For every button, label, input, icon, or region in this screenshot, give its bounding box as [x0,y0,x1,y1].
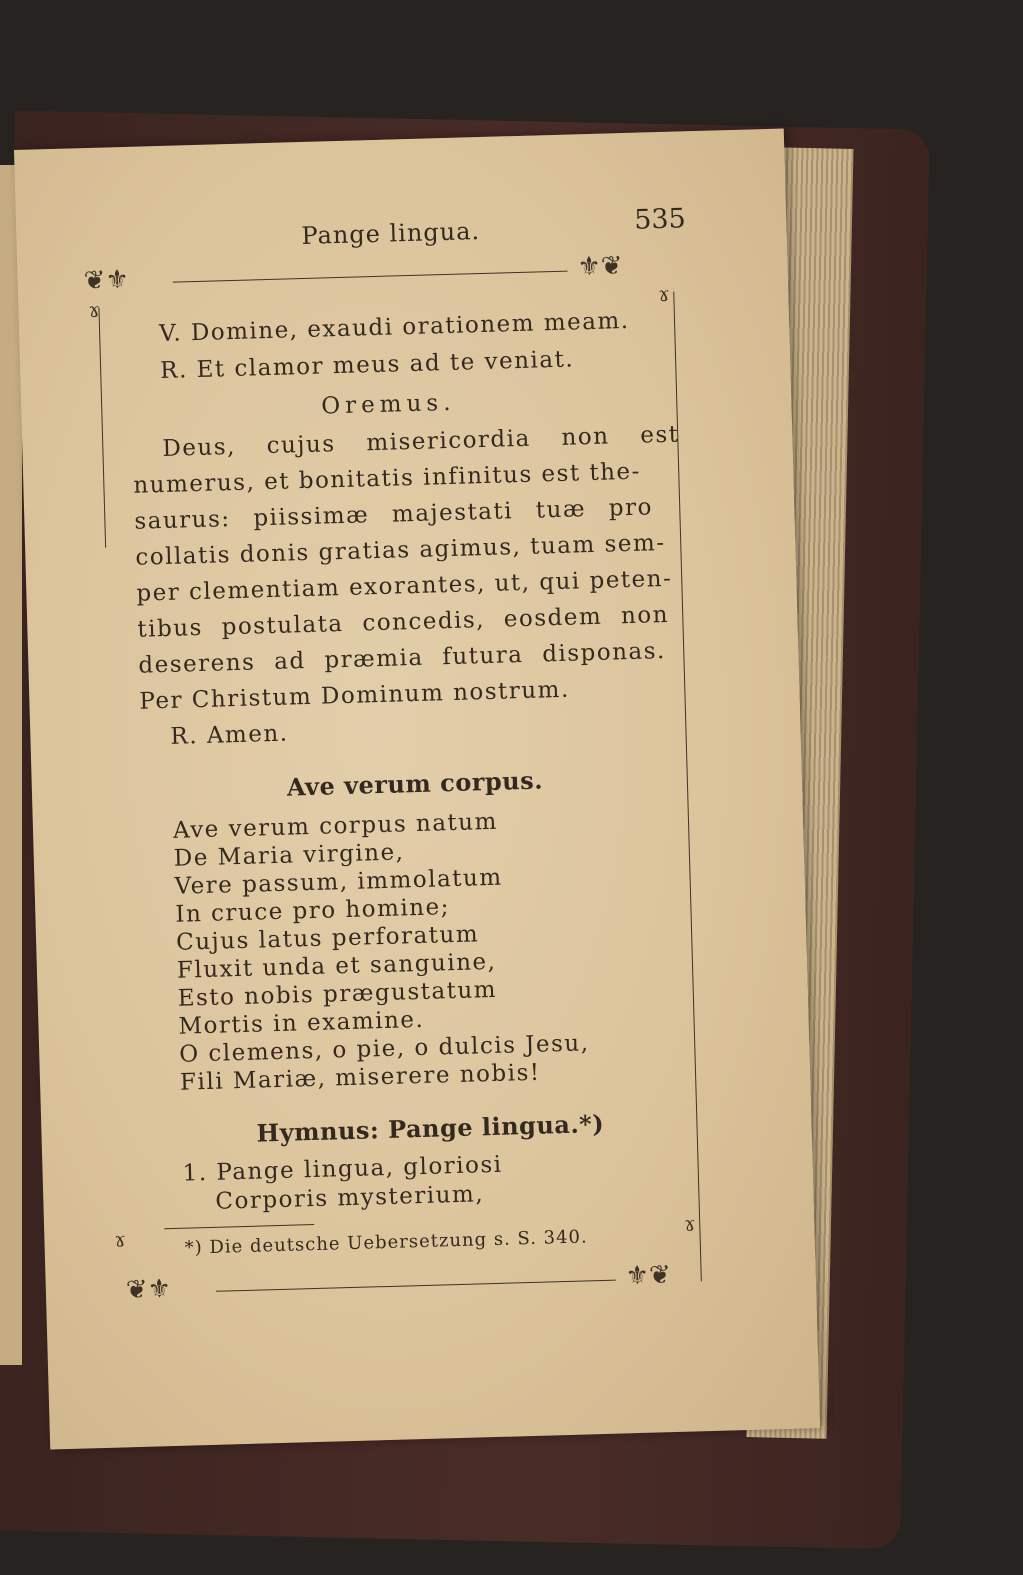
corner-ornament-icon: ⚜❦ [625,1260,672,1292]
side-ornament-icon: ɤ [114,1227,127,1252]
running-title: Pange lingua. [301,217,481,251]
side-ornament-icon: ɤ [88,297,101,322]
verse-line: Mortis in examine. [178,1006,425,1040]
hymn-line: Corporis mysterium, [215,1181,485,1215]
prayer-line: numerus, et bonitatis infinitus est the- [133,458,642,499]
verse-line: De Maria virgine, [173,839,405,872]
side-ornament-icon: ɤ [657,281,670,307]
prayer-line: per clementiam exorantes, ut, qui peten- [136,565,673,607]
versicle: V. Domine, exaudi orationem meam. [158,307,630,348]
oremus-heading: Oremus. [320,389,456,420]
verse-line: In cruce pro homine; [175,894,451,928]
bottom-rule [216,1280,616,1292]
hymn-line: 1. Pange lingua, gloriosi [182,1151,503,1187]
verse-line: Fluxit unda et sanguine, [176,948,497,984]
verse-line: Ave verum corpus natum [172,808,499,844]
verse-line: Cujus latus perforatum [175,921,480,956]
corner-ornament-icon: ❦⚜ [83,264,130,297]
prayer-line: saurus: piissimæ majestati tuæ pro [134,494,654,535]
book-page [14,129,820,1450]
side-ornament-icon: ɤ [683,1211,696,1236]
page-number: 535 [633,203,687,236]
prayer-line: deserens ad præmia futura disponas. [138,638,667,679]
prayer-line: tibus postulata concedis, eosdem non [137,601,670,643]
verse-line: Vere passum, immolatum [174,864,503,900]
verse-line: O clemens, o pie, o dulcis Jesu, [178,1030,590,1068]
verse-line: Fili Mariæ, miserere nobis! [179,1059,541,1096]
section-heading: Ave verum corpus. [286,765,544,802]
left-frame-rule [98,308,106,548]
top-rule [173,271,568,283]
prayer-line: collatis donis gratias agimus, tuam sem- [135,529,666,571]
response: R. Et clamor meus ad te veniat. [159,346,575,384]
verse-line: Esto nobis prægustatum [177,976,498,1012]
prayer-line: Deus, cujus misericordia non est [162,421,680,462]
amen-line: R. Amen. [170,720,289,750]
prayer-line: Per Christum Dominum nostrum. [139,676,571,715]
section-heading: Hymnus: Pange lingua.*) [256,1108,605,1148]
footnote-rule [164,1224,314,1229]
corner-ornament-icon: ❦⚜ [125,1274,172,1306]
footnote: *) Die deutsche Uebersetzung s. S. 340. [184,1226,588,1259]
corner-ornament-icon: ⚜❦ [577,251,623,283]
